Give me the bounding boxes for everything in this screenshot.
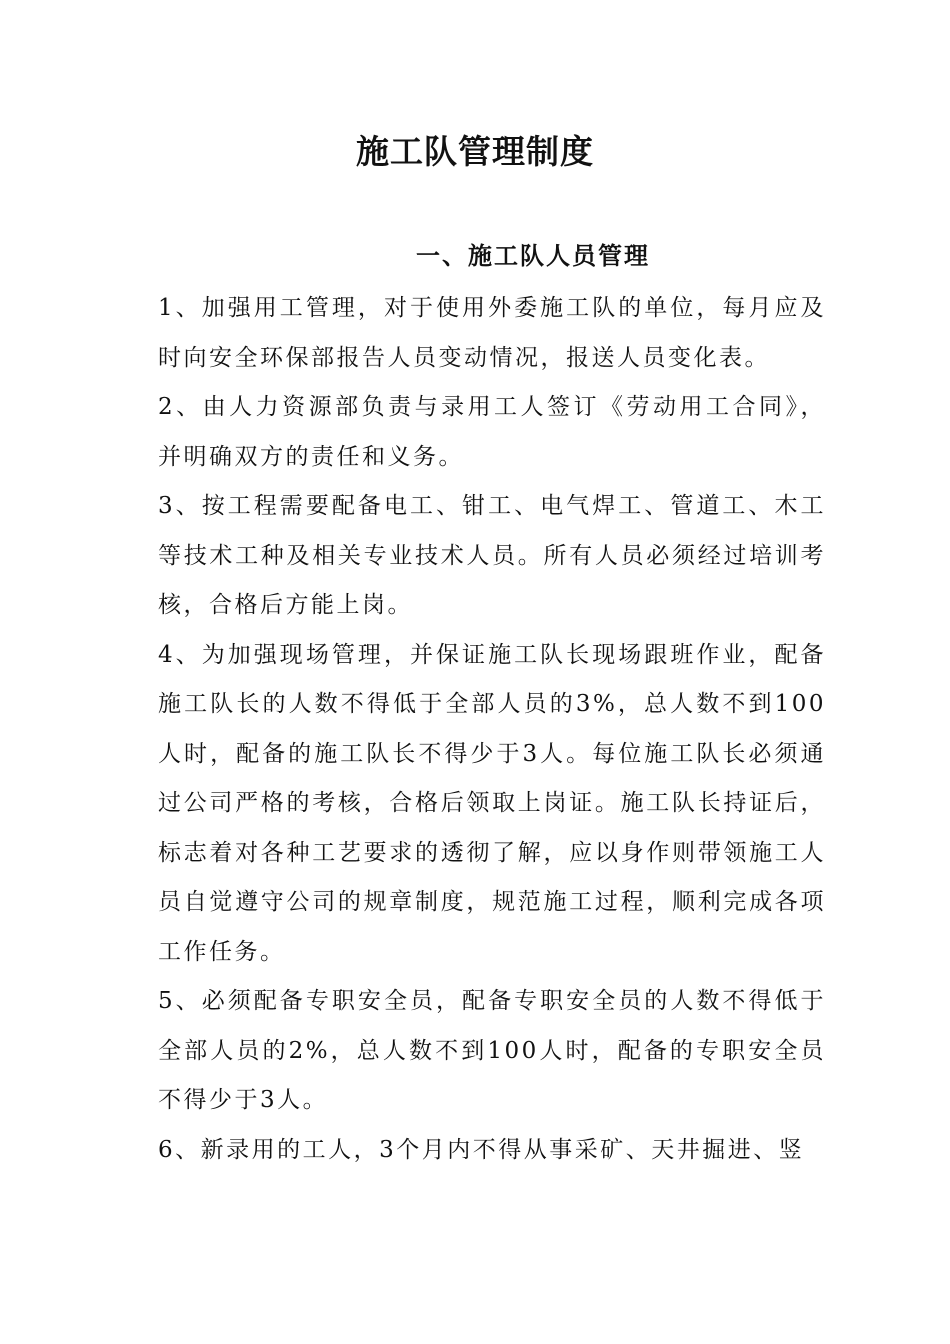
section-heading: 一、施工队人员管理	[416, 241, 650, 270]
paragraph-1: 1、加强用工管理，对于使用外委施工队的单位，每月应及时向安全环保部报告人员变动情况，报送人员变化表。	[158, 295, 826, 371]
paragraph-5: 5、必须配备专职安全员，配备专职安全员的人数不得低于全部人员的2%，总人数不到100人时，配备的专职安全员不得少于3人。	[158, 988, 826, 1113]
paragraph-4: 4、为加强现场管理，并保证施工队长现场跟班作业，配备施工队长的人数不得低于全部人员的3%，总人数不到100人时，配备的施工队长不得少于3人。每位施工队长必须通过公司严格的考核，合格后领取上岗证。施工队长持证后，标志着对各种工艺要求的透彻了解，应以身作则带领施工人员自觉遵守公司的规章制度，规范施工过程，顺利完成各项工作任务。	[158, 641, 826, 965]
paragraph-6: 6、新录用的工人，3个月内不得从事采矿、天井掘进、竖	[158, 1136, 805, 1163]
paragraph-2: 2、由人力资源部负责与录用工人签订《劳动用工合同》，并明确双方的责任和义务。	[158, 394, 826, 470]
document-body	[146, 284, 826, 1175]
paragraph-3: 3、按工程需要配备电工、钳工、电气焊工、管道工、木工等技术工种及相关专业技术人员。所有人员必须经过培训考核，合格后方能上岗。	[158, 493, 826, 618]
document-title: 施工队管理制度	[356, 132, 594, 171]
